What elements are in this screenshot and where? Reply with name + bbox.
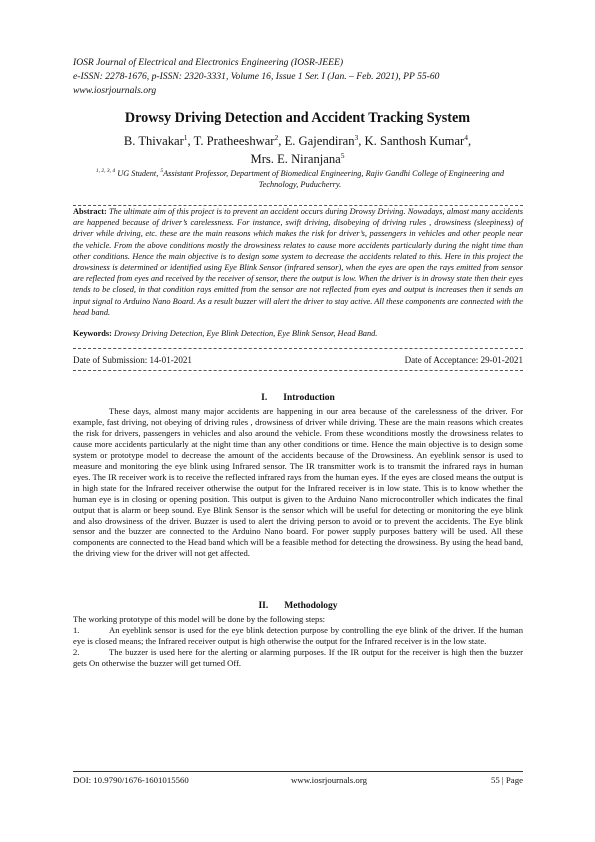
author-sup: 5 <box>340 150 345 160</box>
footer-doi: DOI: 10.9790/1676-1601015560 <box>73 775 189 785</box>
journal-header <box>73 56 533 97</box>
journal-url: www.iosrjournals.org <box>73 84 157 96</box>
footer-rule <box>73 771 523 772</box>
author-name: Mrs. E. Niranjana <box>250 151 341 166</box>
paper-title: Drowsy Driving Detection and Accident Tracking System <box>124 110 471 126</box>
step-number: 1. <box>73 624 80 635</box>
divider <box>73 370 523 371</box>
author-sup: 2 <box>274 132 279 142</box>
footer-site: www.iosrjournals.org <box>291 775 367 785</box>
author-name: K. Santhosh Kumar <box>364 134 465 148</box>
abstract <box>73 206 523 318</box>
section-title: Introduction <box>283 393 335 403</box>
keywords <box>73 328 523 339</box>
step-text: The buzzer is used here for the alerting or alarming purposes. If the IR output for the receiver is high then the buzzer gets On otherwise the buzzer will get turned Off. <box>73 646 523 668</box>
page-number: 55 | Page <box>490 775 523 785</box>
author-sup: 4 <box>464 132 468 142</box>
divider <box>73 348 523 349</box>
author-name: E. Gajendiran <box>284 134 355 148</box>
section-heading-introduction <box>73 392 523 404</box>
author-sup: 3 <box>354 132 359 142</box>
step-text: An eyeblink sensor is used for the eye blink detection purpose by controlling the eye blink of the driver. If the human eye is closed means; the Infrared receiver output is high otherwise the output for the Infrared receiver is in the low state. <box>73 624 523 646</box>
list-item <box>73 625 523 647</box>
affiliation <box>80 168 520 190</box>
journal-issn: e-ISSN: 2278-1676, p-ISSN: 2320-3331, Volume 16, Issue 1 Ser. I (Jan. – Feb. 2021), PP 55-60 <box>73 70 440 82</box>
author-name: T. Pratheeshwar <box>193 134 275 148</box>
affiliation-text-2: Assistant Professor, Department of Biomedical Engineering, Rajiv Gandhi College of Engineering and Technology, Puducherry. <box>163 169 505 189</box>
section-number: I. <box>261 393 268 403</box>
keywords-text: Drowsy Driving Detection, Eye Blink Detection, Eye Blink Sensor, Head Band. <box>111 329 378 338</box>
journal-name: IOSR Journal of Electrical and Electronics Engineering (IOSR-JEEE) <box>73 57 344 68</box>
affiliation-text-1: UG Student, <box>115 169 161 178</box>
affiliation-sup-2: 5 <box>160 168 164 175</box>
introduction-text: These days, almost many major accidents are happening in our area because of the carelessness of the driver. For example, fast driving, not obeying of driving rules , drowsiness of driver while driving. These are the main reasons which creates the risk for drivers, passengers in vehicles and also around the vehicle. From these wconditions mostly the drowsiness relates to cause more accidents particularly at the night time than any other conditions or time. Hence the main objective is to design some system or prototype model to decrease the amount of the accidents because of the Drowsiness. An eyeblink sensor is used to measure and monitoring the eye blink using Infrared sensor. The IR transmitter work is to transmit the infrared rays in human eyes. The IR receiver work is to receive the reflected infrared rays from the human eyes. If the eyes are closed means the output is in high state for the Infrared receiver otherwise the output for the Infrared receiver is in low state. This is to know whether the human eye is in closing or opening position. This output is given to the Arduino Nano microcontroller which indicates the final output that is alarm or beep sound. Eye Blink Sensor is the sensor which will be useful for detecting or monitoring the eye blink and also drowsiness of the driver. Buzzer is used to alert the driving person to avoid or to prevent the accidents. The Eye blink sensor and the buzzer are connected to the Arduino Nano board. For power supply purposes battery will be used. All these components are connected to the Head band which will be a feasible method for detecting the drowsiness. By using the head band, the driving view for the driver will not get affected. <box>73 406 523 559</box>
keywords-label: Keywords: <box>73 329 112 338</box>
abstract-label: Abstract: <box>73 207 107 216</box>
step-number: 2. <box>73 646 80 657</box>
author-name: B. Thivakar <box>123 134 184 148</box>
section-number: II. <box>258 601 269 611</box>
abstract-text: The ultimate aim of this project is to prevent an accident occurs during Drowsy Driving. Nowadays, almost many accidents are happened because of driver’s carelessness. For instance, swift driving, disobeying of driving rules , drowsiness (sleepiness) of driver while driving, etc. these are the main reasons which makes the risk for driver’s, passengers in vehicles and other people near the vehicle. From the above conditions mostly the drowsiness relates to cause more accidents particularly during the night time than other conditions. Hence the main objective is to design some system to decrease the accidents related to this. Here in this project the drowsiness is determined or identified using Eye Blink Sensor (infrared sensor), when the eyes are open the rays emitted from sensor are reflected from eyes and received by the receiver of sensor, there the output is low. When the driver is in drowsy state then their eyes tends to be closed, in that condition rays emitted from the sensor are not reflected from eyes and output is increases then it sends an input signal to Arduino Nano Board. As a result buzzer will alert the driver to stay active. All these components are connected with the head band. <box>73 207 523 317</box>
list-item <box>73 647 523 669</box>
acceptance-date: Date of Acceptance: 29-01-2021 <box>404 355 523 365</box>
methodology-intro: The working prototype of this model will be done by the following steps: <box>73 614 326 624</box>
author-list: B. Thivakar$^1$, T. Pratheeshwar$^2$, E. Gajendiran$^3$, K. Santhosh Kumar$^4$, Mrs. E. Niranjana$^5$ <box>123 132 472 166</box>
methodology-body <box>73 614 523 669</box>
introduction-body <box>73 406 523 559</box>
author-sup: 1 <box>183 132 188 142</box>
section-title: Methodology <box>284 601 338 611</box>
submission-date: Date of Submission: 14-01-2021 <box>73 355 192 365</box>
section-heading-methodology <box>73 600 523 612</box>
affiliation-sup: 1, 2, 3, 4 <box>95 168 116 175</box>
